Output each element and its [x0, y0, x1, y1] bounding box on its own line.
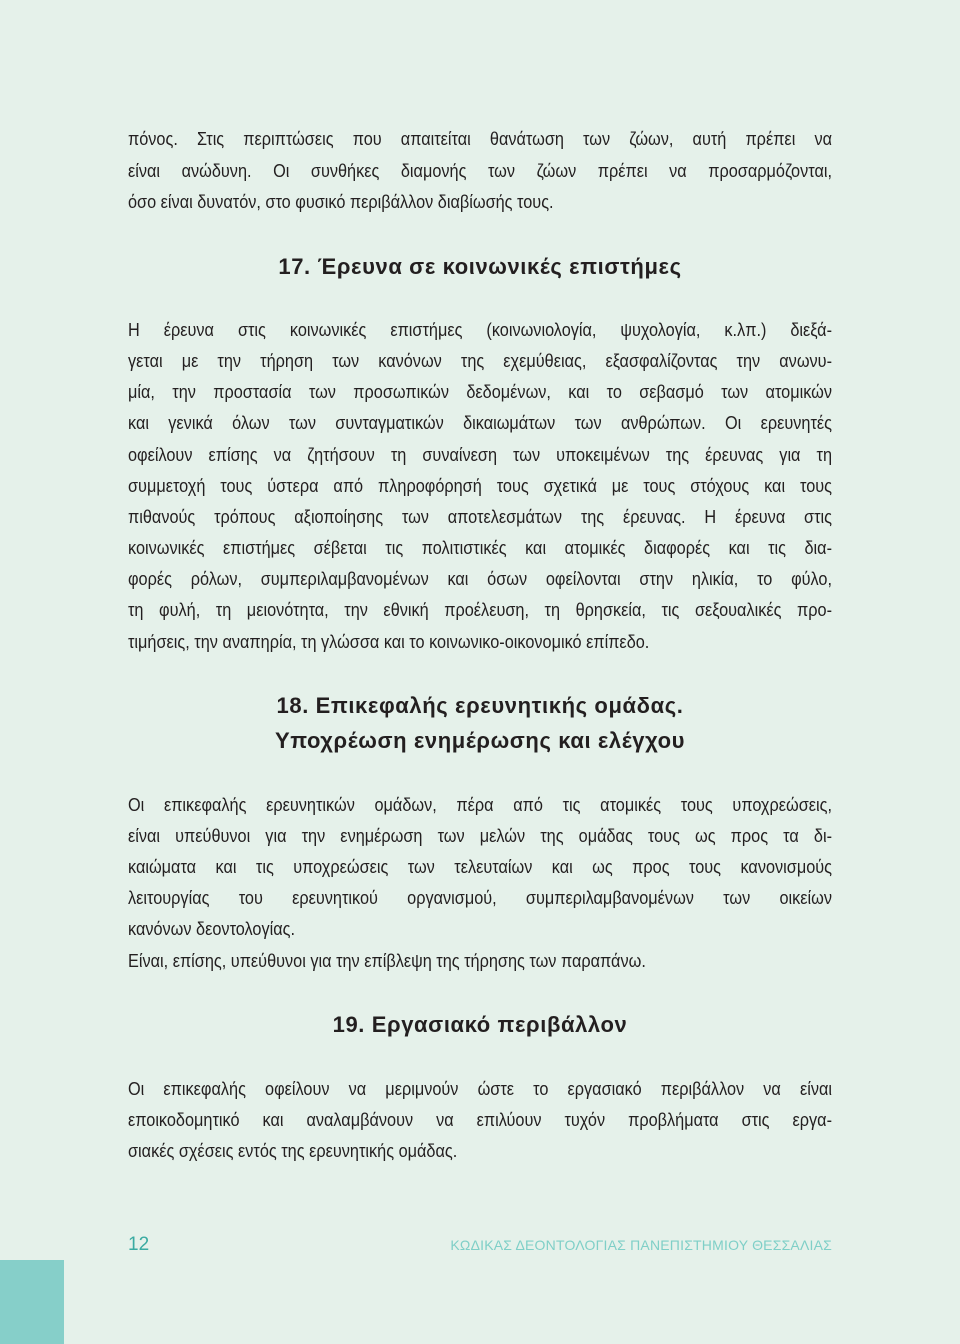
paragraph-line: φορές ρόλων, συμπεριλαμβανομένων και όσων οφείλονται στην ηλικία, το φύλο, — [128, 568, 832, 589]
paragraph-line: σιακές σχέσεις εντός της ερευνητικής ομάδας. — [128, 1140, 458, 1161]
paragraph-line: κανόνων δεοντολογίας. — [128, 918, 296, 939]
paragraph-line: όσο είναι δυνατόν, στο φυσικό περιβάλλον διαβίωσής τους. — [128, 191, 554, 212]
section-18-subheading: Υποχρέωση ενημέρωσης και ελέγχου — [274, 728, 686, 753]
section-19-heading: 19. Εργασιακό περιβάλλον — [332, 1012, 628, 1037]
paragraph-line: μία, την προστασία των προσωπικών δεδομένων, και το σεβασμό των ατομικών — [128, 381, 832, 402]
running-footer-title: ΚΩΔΙΚΑΣ ΔΕΟΝΤΟΛΟΓΙΑΣ ΠΑΝΕΠΙΣΤΗΜΙΟΥ ΘΕΣΣΑΛΙΑΣ — [450, 1237, 832, 1253]
paragraph-line: πιθανούς τρόπους αξιοποίησης των αποτελεσμάτων της έρευνας. Η έρευνα στις — [128, 506, 832, 527]
paragraph-line: και γενικά όλων των συνταγματικών δικαιωμάτων των ανθρώπων. Οι ερευνητές — [128, 412, 832, 433]
paragraph-line: κοινωνικές επιστήμες σέβεται τις πολιτιστικές και ατομικές διαφορές και τις δια- — [128, 537, 832, 558]
section-17-heading: 17. Έρευνα σε κοινωνικές επιστήμες — [278, 254, 682, 279]
paragraph-line: γεται με την τήρηση των κανόνων της εχεμύθειας, εξασφαλίζοντας την ανωνυ- — [128, 350, 832, 371]
paragraph-line: συμμετοχή τους ύστερα από πληροφόρησή τους σχετικά με τους στόχους και τους — [128, 475, 832, 496]
paragraph-line: είναι υπεύθυνοι για την ενημέρωση των μελών της ομάδας τους ως προς τα δι- — [128, 825, 832, 846]
paragraph-line: λειτουργίας του ερευνητικού οργανισμού, συμπεριλαμβανομένων των οικείων — [128, 887, 832, 908]
paragraph-line: Είναι, επίσης, υπεύθυνοι για την επίβλεψη της τήρησης των παραπάνω. — [128, 950, 646, 971]
paragraph-line: καιώματα και τις υποχρεώσεις των τελευταίων και ως προς τους κανονισμούς — [128, 856, 832, 877]
page-number: 12 — [128, 1234, 150, 1255]
paragraph-line: τιμήσεις, την αναπηρία, τη γλώσσα και το κοινωνικο-οικονομικό επίπεδο. — [128, 631, 650, 652]
paragraph-line: εποικοδομητικό και αναλαμβάνουν να επιλύουν τυχόν προβλήματα στις εργα- — [128, 1109, 832, 1130]
paragraph-line: Οι επικεφαλής ερευνητικών ομάδων, πέρα από τις ατομικές τους υποχρεώσεις, — [128, 794, 832, 815]
paragraph-line: οφείλουν επίσης να ζητήσουν τη συναίνεση των υποκειμένων της έρευνας για τη — [128, 444, 832, 465]
corner-color-block — [0, 1260, 64, 1344]
paragraph-line: είναι ανώδυνη. Οι συνθήκες διαμονής των ζώων πρέπει να προσαρμόζονται, — [128, 160, 832, 181]
section-18-heading: 18. Επικεφαλής ερευνητικής ομάδας. — [276, 693, 684, 718]
paragraph-line: τη φυλή, τη μειονότητα, την εθνική προέλευση, τη θρησκεία, τις σεξουαλικές προ- — [128, 599, 832, 620]
paragraph-line: Οι επικεφαλής οφείλουν να μεριμνούν ώστε το εργασιακό περιβάλλον να είναι — [128, 1078, 832, 1099]
paragraph-line: Η έρευνα στις κοινωνικές επιστήμες (κοινωνιολογία, ψυχολογία, κ.λπ.) διεξά- — [128, 319, 832, 340]
paragraph-line: πόνος. Στις περιπτώσεις που απαιτείται θανάτωση των ζώων, αυτή πρέπει να — [128, 128, 832, 149]
